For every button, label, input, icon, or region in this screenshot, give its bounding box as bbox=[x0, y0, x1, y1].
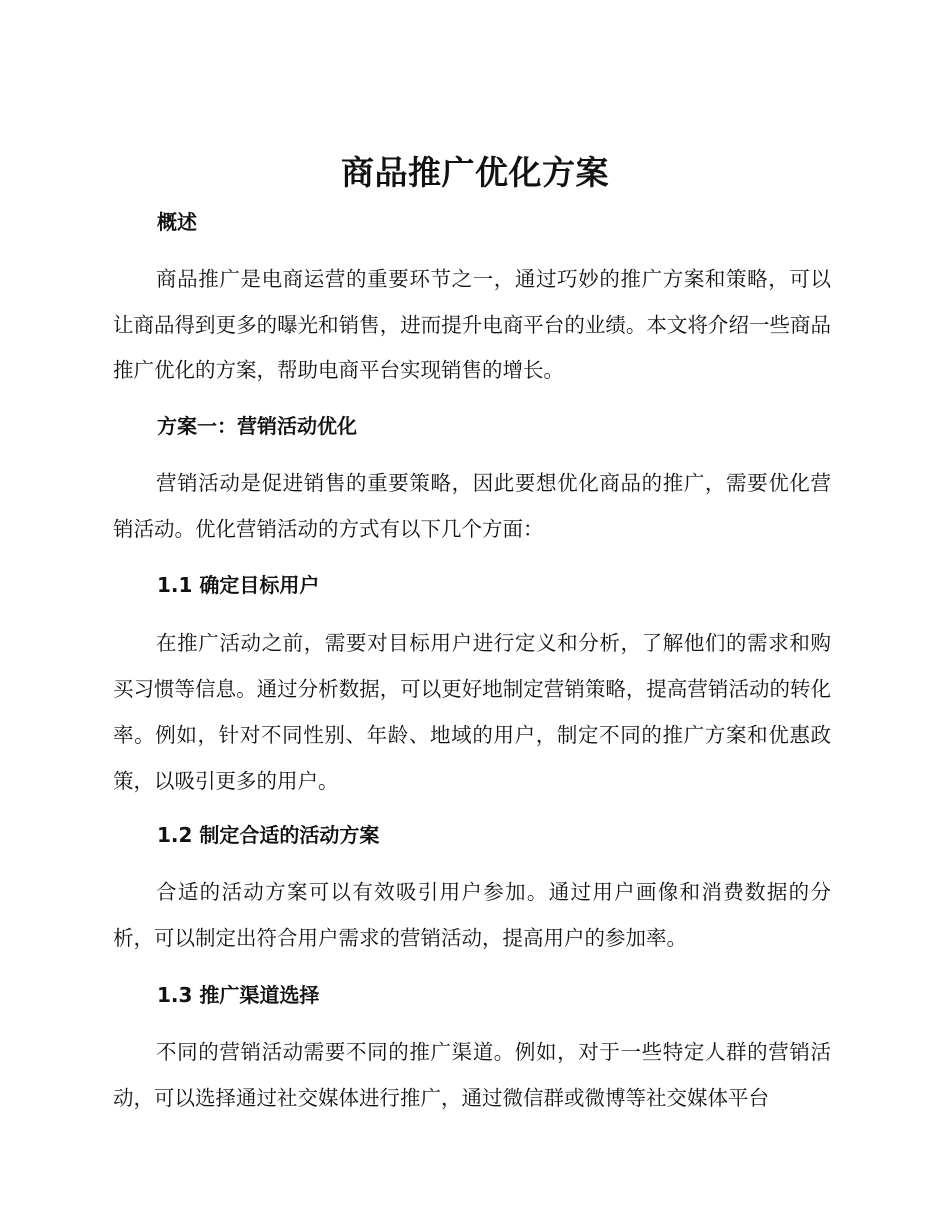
section-heading-1-2: 1.2 制定合适的活动方案 bbox=[157, 823, 380, 847]
section-paragraph-overview: 商品推广是电商运营的重要环节之一，通过巧妙的推广方案和策略，可以让商品得到更多的曝光和销售，进而提升电商平台的业绩。本文将介绍一些商品推广优化的方案，帮助电商平台实现销售的增长。 bbox=[113, 267, 831, 382]
section-heading-1-3: 1.3 推广渠道选择 bbox=[157, 983, 320, 1007]
section-heading-overview: 概述 bbox=[157, 210, 197, 234]
section-heading-plan-one: 方案一：营销活动优化 bbox=[157, 414, 357, 438]
section-paragraph-1-2: 合适的活动方案可以有效吸引用户参加。通过用户画像和消费数据的分析，可以制定出符合用户需求的营销活动，提高用户的参加率。 bbox=[113, 880, 831, 950]
section-paragraph-1-3: 不同的营销活动需要不同的推广渠道。例如，对于一些特定人群的营销活动，可以选择通过社交媒体进行推广，通过微信群或微博等社交媒体平台 bbox=[113, 1040, 831, 1110]
section-paragraph-1-1: 在推广活动之前，需要对目标用户进行定义和分析，了解他们的需求和购买习惯等信息。通过分析数据，可以更好地制定营销策略，提高营销活动的转化率。例如，针对不同性别、年龄、地域的用户，制定不同的推广方案和优惠政策，以吸引更多的用户。 bbox=[113, 631, 831, 793]
section-paragraph-plan-one: 营销活动是促进销售的重要策略，因此要想优化商品的推广，需要优化营销活动。优化营销活动的方式有以下几个方面： bbox=[113, 471, 831, 541]
section-heading-1-1: 1.1 确定目标用户 bbox=[157, 573, 320, 597]
document-title: 商品推广优化方案 bbox=[341, 153, 609, 192]
